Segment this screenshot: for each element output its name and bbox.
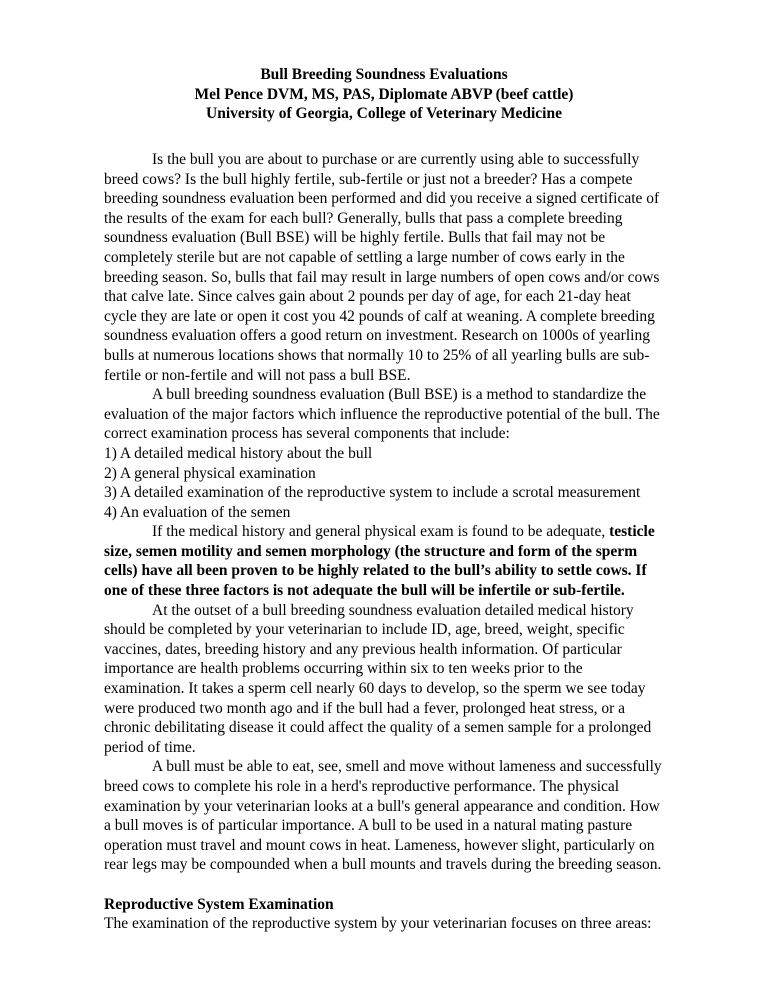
section-spacer <box>104 875 664 895</box>
document-author: Mel Pence DVM, MS, PAS, Diplomate ABVP (beef cattle) <box>194 85 574 103</box>
list-item: 1) A detailed medical history about the bull <box>104 444 373 462</box>
document-affiliation: University of Georgia, College of Veterinary Medicine <box>206 105 562 123</box>
section-heading: Reproductive System Examination <box>104 895 334 913</box>
paragraph-key-factors <box>104 522 664 600</box>
document-title: Bull Breeding Soundness Evaluations <box>260 66 508 83</box>
key-factors-text: If the medical history and general physical exam is found to be adequate, <box>152 523 610 541</box>
document-header <box>100 65 668 124</box>
paragraph-reproductive-exam: The examination of the reproductive system by your veterinarian focuses on three areas: <box>104 915 652 933</box>
document-body <box>104 150 664 934</box>
component-list <box>104 444 664 522</box>
list-item: 3) A detailed examination of the reproductive system to include a scrotal measurement <box>104 484 641 502</box>
paragraph-bse-definition: A bull breeding soundness evaluation (Bull BSE) is a method to standardize the evaluation of the major factors which influence the reproductive potential of the bull. The correct examination process has several components that include: <box>104 386 660 443</box>
paragraph-intro: Is the bull you are about to purchase or are currently using able to successfully breed cows? Is the bull highly fertile, sub-fertile or just not a breeder? Has a compete breeding soundness evaluation been performed and did you receive a signed certificate of the results of the exam for each bull? Generally, bulls that pass a complete breeding soundness evaluation (Bull BSE) will be highly fertile. Bulls that fail may not be completely sterile but are not capable of settling a large number of cows early in the breeding season. So, bulls that fail may result in large numbers of open cows and/or cows that calve late. Since calves gain about 2 pounds per day of age, for each 21-day heat cycle they are late or open it cost you 42 pounds of calf at weaning. A complete breeding soundness evaluation offers a good return on investment. Research on 1000s of yearling bulls at numerous locations shows that normally 10 to 25% of all yearling bulls are sub-fertile or non-fertile and will not pass a bull BSE. <box>104 151 660 384</box>
paragraph-medical-history: At the outset of a bull breeding soundness evaluation detailed medical history should be completed by your veterinarian to include ID, age, breed, weight, specific vaccines, dates, breeding history and any previous health information. Of particular importance are health problems occurring within six to ten weeks prior to the examination. It takes a sperm cell nearly 60 days to develop, so the sperm we see today were produced two month ago and if the bull had a fever, prolonged heat stress, or a chronic debilitating disease it could affect the quality of a semen sample for a prolonged period of time. <box>104 601 652 756</box>
paragraph-physical-exam: A bull must be able to eat, see, smell and move without lameness and successfully breed cows to complete his role in a herd's reproductive performance. The physical examination by your veterinarian looks at a bull's general appearance and condition. How a bull moves is of particular importance. A bull to be used in a natural mating pasture operation must travel and mount cows in heat. Lameness, however slight, particularly on rear legs may be compounded when a bull mounts and travels during the breeding season. <box>104 758 662 874</box>
key-factors-bold-text: testicle size, semen motility and semen morphology (the structure and form of the sperm cells) have all been proven to be highly related to the bull’s ability to settle cows. If one of these three factors is not adequate the bull will be infertile or sub-fertile. <box>104 523 655 600</box>
list-item: 4) An evaluation of the semen <box>104 503 291 521</box>
list-item: 2) A general physical examination <box>104 464 316 482</box>
